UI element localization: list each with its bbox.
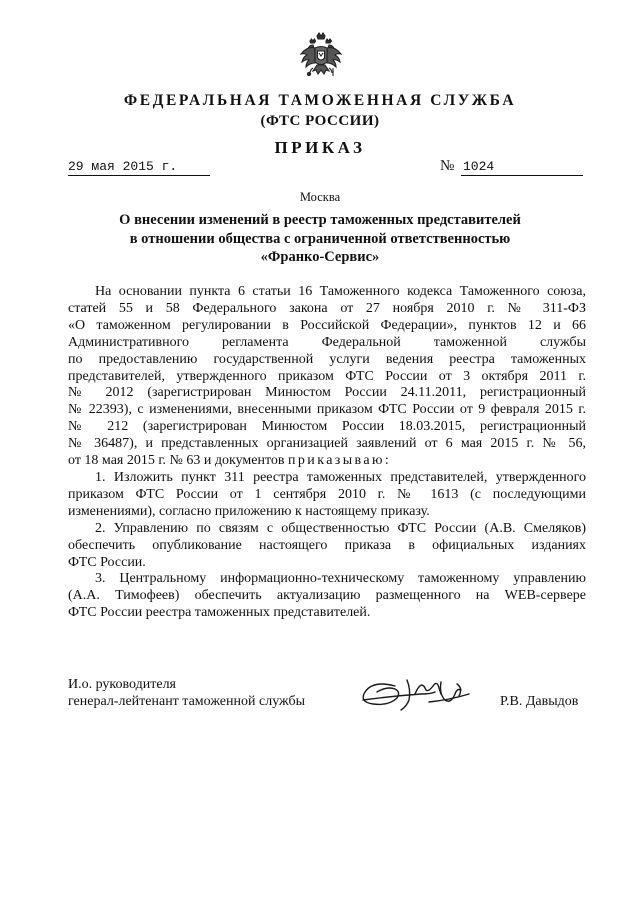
signatory-position-line-1: И.о. руководителя	[68, 677, 177, 692]
preamble-line: № 2012 (зарегистрирован Минюстом России 24.11.2011, регистрационный	[68, 385, 586, 401]
preamble-last-prefix: от 18 мая 2015 г. № 63 и документов	[68, 453, 285, 469]
item-2-line: ФТС России.	[68, 554, 146, 570]
number-sign: №	[440, 158, 455, 174]
agency-name: ФЕДЕРАЛЬНАЯ ТАМОЖЕННАЯ СЛУЖБА	[123, 92, 517, 109]
handwritten-signature-icon	[357, 672, 497, 716]
preamble-line: На основании пункта 6 статьи 16 Таможенного кодекса Таможенного союза,	[95, 284, 586, 299]
preamble-line: представителей, утвержденного приказом ФТС России от 3 октября 2011 г.	[68, 368, 586, 384]
order-date: 29 мая 2015 г.	[68, 159, 210, 176]
preamble-line: Административного регламента Федеральной таможенной службы	[68, 334, 586, 350]
subject-line-1: О внесении изменений в реестр таможенных представителей	[119, 212, 521, 228]
item-1-line: изменениями), согласно приложению к настоящему приказу.	[68, 503, 430, 519]
preamble-line: статей 55 и 58 Федерального закона от 27 ноября 2010 г. № 311-ФЗ	[68, 300, 586, 316]
preamble-line: «О таможенном регулировании в Российской Федерации», пунктов 12 и 66	[68, 317, 586, 333]
preamble-line: по предоставлению государственной услуги ведения реестра таможенных	[68, 351, 586, 367]
agency-short-name: (ФТС РОССИИ)	[260, 113, 380, 129]
order-word: приказываю:	[288, 453, 392, 469]
subject-line-3: «Франко-Сервис»	[260, 249, 380, 265]
signatory-position-line-2: генерал-лейтенант таможенной службы	[68, 694, 306, 709]
item-2-line: 2. Управлению по связям с общественностью ФТС России (А.В. Смеляков)	[95, 520, 586, 536]
item-1-line: 1. Изложить пункт 311 реестра таможенных представителей, утвержденного	[95, 469, 586, 485]
order-body	[68, 284, 586, 622]
item-2-line: обеспечить опубликование настоящего приказа в официальных изданиях	[68, 537, 586, 553]
item-3-line: (А.А. Тимофеев) обеспечить актуализацию размещенного на WEB-сервере	[68, 588, 586, 604]
subject-line-2: в отношении общества с ограниченной ответственностью	[129, 230, 511, 247]
item-3-line: ФТС России реестра таможенных представителей.	[68, 605, 371, 621]
double-headed-eagle-emblem-icon	[298, 32, 344, 82]
item-1-line: приказом ФТС России от 1 сентября 2010 г. № 1613 (с последующими	[68, 486, 586, 502]
order-number: 1024	[461, 159, 583, 176]
preamble-line: № 36487), и представленных организацией заявлений от 6 мая 2015 г. № 56,	[68, 436, 586, 452]
order-subject	[0, 211, 640, 267]
preamble-line: № 212 (зарегистрирован Минюстом России 18.03.2015, регистрационный	[68, 419, 586, 435]
signatory-position	[68, 676, 305, 710]
preamble-line: № 22393), с изменениями, внесенными приказом ФТС России от 9 февраля 2015 г.	[68, 402, 586, 418]
signatory-name: Р.В. Давыдов	[500, 694, 579, 709]
city: Москва	[299, 190, 341, 204]
item-3-line: 3. Центральному информационно-техническому таможенному управлению	[95, 571, 586, 587]
preamble-last-line	[68, 453, 586, 470]
document-type-title: ПРИКАЗ	[274, 138, 366, 157]
